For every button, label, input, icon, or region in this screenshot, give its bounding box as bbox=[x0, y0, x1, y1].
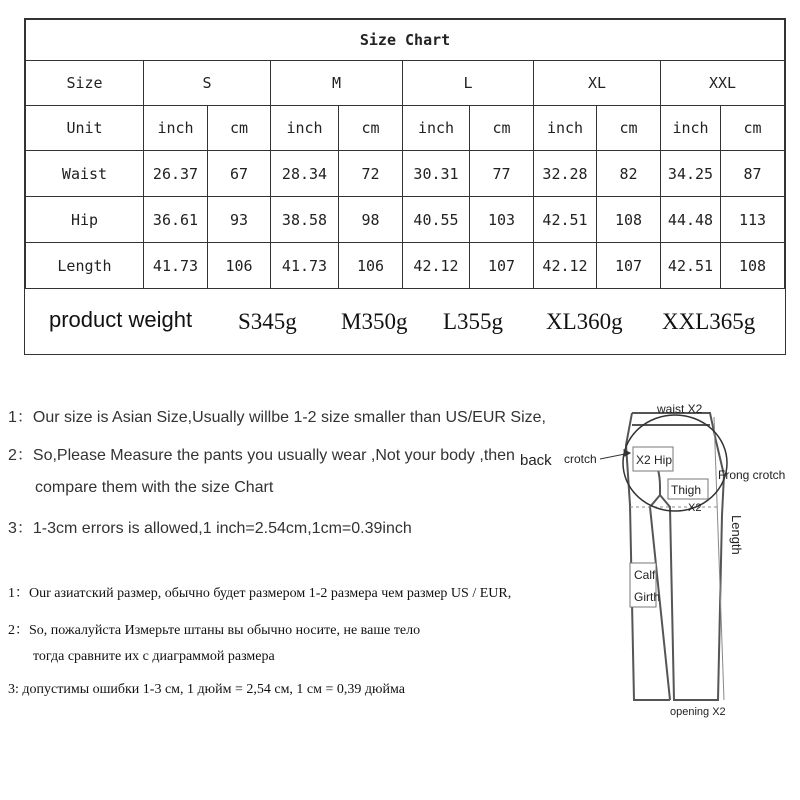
unit-inch: inch bbox=[661, 106, 721, 151]
note-en-1: 1：Our size is Asian Size,Usually willbe 1-2 size smaller than US/EUR Size, bbox=[8, 409, 546, 426]
row-label-waist: Waist bbox=[26, 151, 144, 197]
note-ru-3: 3: допустимы ошибки 1-3 см, 1 дюйм = 2,54 см, 1 см = 0,39 дюйма bbox=[8, 682, 405, 697]
calf-label: Calf bbox=[634, 568, 656, 582]
table-cell: 106 bbox=[208, 243, 271, 289]
size-s: S bbox=[144, 61, 271, 106]
table-cell: 87 bbox=[721, 151, 785, 197]
waist-label: waist X2 bbox=[657, 402, 703, 416]
table-cell: 42.12 bbox=[534, 243, 597, 289]
girth-label: Girth bbox=[634, 590, 661, 604]
table-cell: 41.73 bbox=[271, 243, 339, 289]
table-cell: 41.73 bbox=[144, 243, 208, 289]
size-table bbox=[25, 19, 785, 289]
table-cell: 98 bbox=[339, 197, 403, 243]
table-cell: 42.51 bbox=[534, 197, 597, 243]
back-label: back bbox=[520, 452, 552, 469]
row-label-hip: Hip bbox=[26, 197, 144, 243]
weight-l: L355g bbox=[443, 309, 504, 334]
unit-cm: cm bbox=[597, 106, 661, 151]
table-cell: 77 bbox=[470, 151, 534, 197]
unit-cm: cm bbox=[721, 106, 785, 151]
size-xxl: XXL bbox=[661, 61, 785, 106]
table-cell: 30.31 bbox=[403, 151, 470, 197]
note-en-2: 2：So,Please Measure the pants you usually wear ,Not your body ,then bbox=[8, 447, 515, 464]
weight-row bbox=[25, 289, 785, 351]
weight-xxl: XXL365g bbox=[662, 309, 756, 334]
thigh-x2-label: X2 bbox=[688, 502, 702, 514]
note-ru-2-cont: тогда сравните их с диаграммой размера bbox=[33, 649, 275, 664]
unit-cm: cm bbox=[470, 106, 534, 151]
size-xl: XL bbox=[534, 61, 661, 106]
length-label: Length bbox=[729, 515, 744, 555]
table-cell: 26.37 bbox=[144, 151, 208, 197]
size-l: L bbox=[403, 61, 534, 106]
unit-inch: inch bbox=[271, 106, 339, 151]
opening-label: opening X2 bbox=[670, 706, 726, 718]
table-cell: 44.48 bbox=[661, 197, 721, 243]
pants-measurement-diagram bbox=[510, 395, 800, 725]
table-cell: 106 bbox=[339, 243, 403, 289]
table-row bbox=[26, 151, 785, 197]
table-cell: 32.28 bbox=[534, 151, 597, 197]
crotch-label: crotch bbox=[564, 452, 597, 466]
row-label-length: Length bbox=[26, 243, 144, 289]
thigh-label: Thigh bbox=[671, 483, 702, 497]
table-cell: 107 bbox=[597, 243, 661, 289]
table-cell: 42.51 bbox=[661, 243, 721, 289]
unit-cm: cm bbox=[339, 106, 403, 151]
chart-title: Size Chart bbox=[26, 20, 785, 61]
table-cell: 72 bbox=[339, 151, 403, 197]
table-cell: 42.12 bbox=[403, 243, 470, 289]
table-cell: 34.25 bbox=[661, 151, 721, 197]
weight-xl: XL360g bbox=[546, 309, 623, 334]
table-row bbox=[26, 243, 785, 289]
unit-inch: inch bbox=[403, 106, 470, 151]
note-ru-2: 2：So, пожалуйста Измерьте штаны вы обычно носите, не ваше тело bbox=[8, 623, 421, 638]
note-en-2-cont: compare them with the size Chart bbox=[35, 479, 274, 496]
weight-s: S345g bbox=[238, 309, 297, 334]
table-cell: 93 bbox=[208, 197, 271, 243]
note-en-3: 3：1-3cm errors is allowed,1 inch=2.54cm,1cm=0.39inch bbox=[8, 520, 412, 537]
table-cell: 108 bbox=[721, 243, 785, 289]
size-m: M bbox=[271, 61, 403, 106]
table-cell: 113 bbox=[721, 197, 785, 243]
size-label: Size bbox=[26, 61, 144, 106]
table-cell: 82 bbox=[597, 151, 661, 197]
unit-inch: inch bbox=[534, 106, 597, 151]
table-cell: 67 bbox=[208, 151, 271, 197]
hip-label: X2 Hip bbox=[636, 453, 673, 467]
front-crotch-label: Frong crotch bbox=[718, 468, 786, 482]
table-cell: 36.61 bbox=[144, 197, 208, 243]
size-chart bbox=[24, 18, 786, 355]
weight-label: product weight bbox=[49, 307, 193, 332]
table-cell: 40.55 bbox=[403, 197, 470, 243]
unit-cm: cm bbox=[208, 106, 271, 151]
table-cell: 107 bbox=[470, 243, 534, 289]
unit-inch: inch bbox=[144, 106, 208, 151]
weight-m: M350g bbox=[341, 309, 408, 334]
table-cell: 108 bbox=[597, 197, 661, 243]
table-row bbox=[26, 197, 785, 243]
table-cell: 38.58 bbox=[271, 197, 339, 243]
table-cell: 28.34 bbox=[271, 151, 339, 197]
unit-label: Unit bbox=[26, 106, 144, 151]
table-cell: 103 bbox=[470, 197, 534, 243]
note-ru-1: 1：Our азиатский размер, обычно будет размером 1-2 размера чем размер US / EUR, bbox=[8, 586, 512, 601]
